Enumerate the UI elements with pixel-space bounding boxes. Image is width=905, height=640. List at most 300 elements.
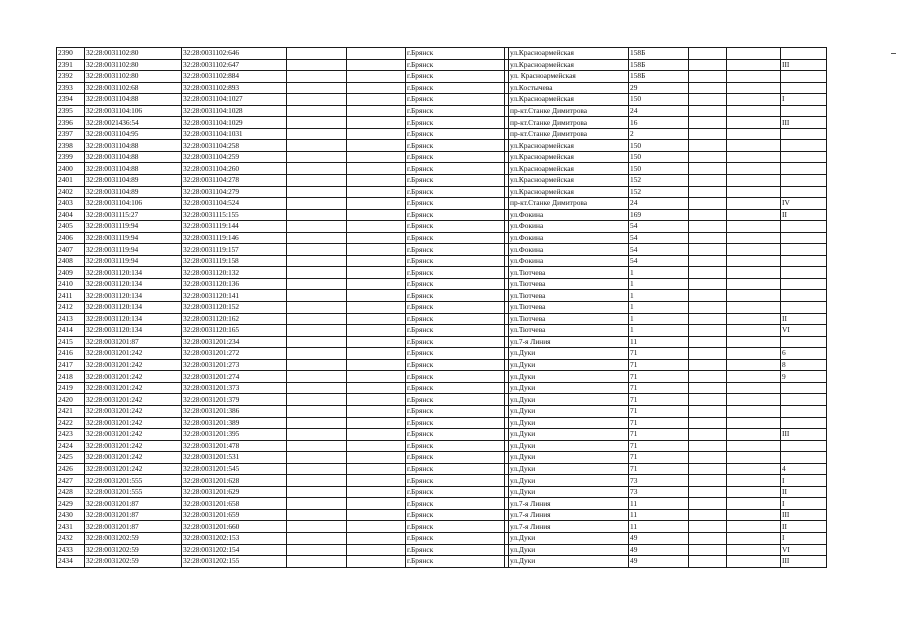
- row-number-cell: 2432: [57, 532, 85, 544]
- parcel-number-cell: 32:28:0031201:555: [85, 475, 182, 487]
- col-5-cell: [347, 140, 406, 152]
- row-number-cell: 2392: [57, 71, 85, 83]
- street-cell: ул. Красноармейская: [509, 71, 629, 83]
- street-cell: пр-кт.Станке Димитрова: [509, 117, 629, 129]
- object-number-cell: 32:28:0031201:234: [182, 336, 287, 348]
- col-10-cell: [689, 544, 727, 556]
- col-10-cell: [689, 278, 727, 290]
- col-4-cell: [287, 290, 347, 302]
- col-4-cell: [287, 232, 347, 244]
- table-row: [57, 498, 827, 510]
- table-row: [57, 140, 827, 152]
- street-cell: пр-кт.Станке Димитрова: [509, 198, 629, 210]
- col-11-cell: [727, 325, 781, 337]
- street-cell: ул.7-я Линия: [509, 498, 629, 510]
- col-4-cell: [287, 48, 347, 60]
- col-11-cell: [727, 429, 781, 441]
- parcel-number-cell: 32:28:0031201:87: [85, 521, 182, 533]
- col-4-cell: [287, 255, 347, 267]
- house-number-cell: 150: [629, 151, 689, 163]
- house-number-cell: 71: [629, 417, 689, 429]
- street-cell: ул.Красноармейская: [509, 186, 629, 198]
- row-number-cell: 2396: [57, 117, 85, 129]
- object-number-cell: 32:28:0031120:152: [182, 302, 287, 314]
- col-11-cell: [727, 105, 781, 117]
- col-5-cell: [347, 290, 406, 302]
- parcel-number-cell: 32:28:0031202:59: [85, 532, 182, 544]
- table-row: [57, 232, 827, 244]
- parcel-number-cell: 32:28:0031120:134: [85, 267, 182, 279]
- col-5-cell: [347, 521, 406, 533]
- premises-number-cell: [781, 336, 827, 348]
- row-number-cell: 2433: [57, 544, 85, 556]
- col-5-cell: [347, 209, 406, 221]
- house-number-cell: 1: [629, 313, 689, 325]
- premises-number-cell: III: [781, 556, 827, 568]
- row-number-cell: 2409: [57, 267, 85, 279]
- col-4-cell: [287, 382, 347, 394]
- table-row: [57, 117, 827, 129]
- col-10-cell: [689, 175, 727, 187]
- premises-number-cell: [781, 186, 827, 198]
- street-cell: ул.Фокина: [509, 221, 629, 233]
- parcel-number-cell: 32:28:0031104:88: [85, 140, 182, 152]
- col-10-cell: [689, 371, 727, 383]
- col-5-cell: [347, 544, 406, 556]
- row-number-cell: 2414: [57, 325, 85, 337]
- row-number-cell: 2391: [57, 59, 85, 71]
- premises-number-cell: [781, 71, 827, 83]
- table-body: [57, 48, 827, 568]
- house-number-cell: 1: [629, 267, 689, 279]
- col-11-cell: [727, 186, 781, 198]
- street-cell: ул.7-я Линия: [509, 509, 629, 521]
- col-10-cell: [689, 244, 727, 256]
- city-cell: г.Брянск: [406, 440, 505, 452]
- row-number-cell: 2416: [57, 348, 85, 360]
- object-number-cell: 32:28:0031120:132: [182, 267, 287, 279]
- object-number-cell: 32:28:0031119:157: [182, 244, 287, 256]
- premises-number-cell: [781, 82, 827, 94]
- street-cell: ул.Дуки: [509, 463, 629, 475]
- col-4-cell: [287, 429, 347, 441]
- city-cell: г.Брянск: [406, 255, 505, 267]
- col-4-cell: [287, 452, 347, 464]
- premises-number-cell: [781, 290, 827, 302]
- col-11-cell: [727, 544, 781, 556]
- col-5-cell: [347, 405, 406, 417]
- object-number-cell: 32:28:0031201:659: [182, 509, 287, 521]
- col-5-cell: [347, 82, 406, 94]
- col-5-cell: [347, 255, 406, 267]
- col-5-cell: [347, 325, 406, 337]
- table-row: [57, 313, 827, 325]
- col-11-cell: [727, 405, 781, 417]
- city-cell: г.Брянск: [406, 151, 505, 163]
- row-number-cell: 2424: [57, 440, 85, 452]
- col-5-cell: [347, 232, 406, 244]
- object-number-cell: 32:28:0031201:531: [182, 452, 287, 464]
- premises-number-cell: [781, 452, 827, 464]
- col-5-cell: [347, 348, 406, 360]
- parcel-number-cell: 32:28:0031201:242: [85, 440, 182, 452]
- street-cell: ул.Фокина: [509, 244, 629, 256]
- table-row: [57, 290, 827, 302]
- object-number-cell: 32:28:0031201:274: [182, 371, 287, 383]
- col-10-cell: [689, 325, 727, 337]
- house-number-cell: 54: [629, 232, 689, 244]
- col-4-cell: [287, 209, 347, 221]
- house-number-cell: 71: [629, 348, 689, 360]
- col-11-cell: [727, 313, 781, 325]
- city-cell: г.Брянск: [406, 544, 505, 556]
- table-row: [57, 105, 827, 117]
- premises-number-cell: III: [781, 429, 827, 441]
- col-11-cell: [727, 48, 781, 60]
- col-11-cell: [727, 198, 781, 210]
- col-10-cell: [689, 71, 727, 83]
- col-10-cell: [689, 48, 727, 60]
- premises-number-cell: [781, 48, 827, 60]
- object-number-cell: 32:28:0031119:146: [182, 232, 287, 244]
- premises-number-cell: [781, 232, 827, 244]
- table-row: [57, 336, 827, 348]
- table-row: [57, 405, 827, 417]
- col-11-cell: [727, 348, 781, 360]
- col-5-cell: [347, 267, 406, 279]
- city-cell: г.Брянск: [406, 232, 505, 244]
- row-number-cell: 2400: [57, 163, 85, 175]
- house-number-cell: 11: [629, 498, 689, 510]
- col-4-cell: [287, 198, 347, 210]
- col-4-cell: [287, 313, 347, 325]
- row-number-cell: 2401: [57, 175, 85, 187]
- col-5-cell: [347, 175, 406, 187]
- house-number-cell: 150: [629, 140, 689, 152]
- col-10-cell: [689, 394, 727, 406]
- col-11-cell: [727, 59, 781, 71]
- street-cell: ул.Фокина: [509, 232, 629, 244]
- parcel-number-cell: 32:28:0031104:88: [85, 94, 182, 106]
- col-10-cell: [689, 475, 727, 487]
- col-4-cell: [287, 486, 347, 498]
- street-cell: ул.Дуки: [509, 544, 629, 556]
- city-cell: г.Брянск: [406, 359, 505, 371]
- col-11-cell: [727, 486, 781, 498]
- street-cell: ул.Красноармейская: [509, 163, 629, 175]
- col-10-cell: [689, 302, 727, 314]
- col-5-cell: [347, 359, 406, 371]
- house-number-cell: 49: [629, 544, 689, 556]
- parcel-number-cell: 32:28:0031201:242: [85, 463, 182, 475]
- col-10-cell: [689, 221, 727, 233]
- house-number-cell: 158Б: [629, 71, 689, 83]
- row-number-cell: 2429: [57, 498, 85, 510]
- col-4-cell: [287, 151, 347, 163]
- col-4-cell: [287, 105, 347, 117]
- object-number-cell: 32:28:0031201:658: [182, 498, 287, 510]
- col-5-cell: [347, 486, 406, 498]
- col-11-cell: [727, 336, 781, 348]
- col-11-cell: [727, 163, 781, 175]
- city-cell: г.Брянск: [406, 163, 505, 175]
- table-row: [57, 486, 827, 498]
- col-11-cell: [727, 382, 781, 394]
- premises-number-cell: [781, 394, 827, 406]
- col-11-cell: [727, 521, 781, 533]
- table-row: [57, 48, 827, 60]
- house-number-cell: 2: [629, 128, 689, 140]
- col-5-cell: [347, 371, 406, 383]
- row-number-cell: 2422: [57, 417, 85, 429]
- premises-number-cell: III: [781, 59, 827, 71]
- city-cell: г.Брянск: [406, 371, 505, 383]
- object-number-cell: 32:28:0031104:1029: [182, 117, 287, 129]
- city-cell: г.Брянск: [406, 244, 505, 256]
- row-number-cell: 2423: [57, 429, 85, 441]
- parcel-number-cell: 32:28:0031104:88: [85, 151, 182, 163]
- house-number-cell: 71: [629, 382, 689, 394]
- object-number-cell: 32:28:0031201:395: [182, 429, 287, 441]
- col-11-cell: [727, 94, 781, 106]
- col-4-cell: [287, 405, 347, 417]
- col-4-cell: [287, 394, 347, 406]
- col-10-cell: [689, 509, 727, 521]
- table-row: [57, 348, 827, 360]
- premises-number-cell: VI: [781, 325, 827, 337]
- object-number-cell: 32:28:0031119:158: [182, 255, 287, 267]
- table-row: [57, 198, 827, 210]
- table-row: [57, 394, 827, 406]
- col-11-cell: [727, 556, 781, 568]
- street-cell: ул.Дуки: [509, 429, 629, 441]
- street-cell: ул.Дуки: [509, 556, 629, 568]
- parcel-number-cell: 32:28:0031201:87: [85, 336, 182, 348]
- premises-number-cell: [781, 302, 827, 314]
- row-number-cell: 2431: [57, 521, 85, 533]
- parcel-number-cell: 32:28:0031201:87: [85, 509, 182, 521]
- street-cell: ул.Дуки: [509, 371, 629, 383]
- street-cell: ул.Дуки: [509, 359, 629, 371]
- col-5-cell: [347, 198, 406, 210]
- col-5-cell: [347, 302, 406, 314]
- object-number-cell: 32:28:0031104:258: [182, 140, 287, 152]
- col-10-cell: [689, 359, 727, 371]
- parcel-number-cell: 32:28:0031104:88: [85, 163, 182, 175]
- col-10-cell: [689, 463, 727, 475]
- col-5-cell: [347, 105, 406, 117]
- parcel-number-cell: 32:28:0031201:242: [85, 394, 182, 406]
- parcel-number-cell: 32:28:0031104:106: [85, 105, 182, 117]
- col-11-cell: [727, 140, 781, 152]
- col-11-cell: [727, 509, 781, 521]
- col-11-cell: [727, 221, 781, 233]
- table-row: [57, 255, 827, 267]
- col-4-cell: [287, 94, 347, 106]
- city-cell: г.Брянск: [406, 405, 505, 417]
- col-4-cell: [287, 267, 347, 279]
- parcel-number-cell: 32:28:0031102:80: [85, 48, 182, 60]
- row-number-cell: 2417: [57, 359, 85, 371]
- street-cell: ул.Красноармейская: [509, 59, 629, 71]
- col-4-cell: [287, 348, 347, 360]
- row-number-cell: 2405: [57, 221, 85, 233]
- col-4-cell: [287, 175, 347, 187]
- premises-number-cell: I: [781, 498, 827, 510]
- col-5-cell: [347, 394, 406, 406]
- city-cell: г.Брянск: [406, 463, 505, 475]
- object-number-cell: 32:28:0031201:272: [182, 348, 287, 360]
- col-5-cell: [347, 151, 406, 163]
- premises-number-cell: III: [781, 509, 827, 521]
- premises-number-cell: [781, 382, 827, 394]
- parcel-number-cell: 32:28:0031102:80: [85, 71, 182, 83]
- row-number-cell: 2419: [57, 382, 85, 394]
- col-10-cell: [689, 117, 727, 129]
- parcel-number-cell: 32:28:0031104:89: [85, 186, 182, 198]
- table-row: [57, 244, 827, 256]
- street-cell: ул.Дуки: [509, 440, 629, 452]
- col-4-cell: [287, 59, 347, 71]
- object-number-cell: 32:28:0031115:155: [182, 209, 287, 221]
- object-number-cell: 32:28:0031104:278: [182, 175, 287, 187]
- city-cell: г.Брянск: [406, 486, 505, 498]
- street-cell: ул.Тютчева: [509, 278, 629, 290]
- col-10-cell: [689, 486, 727, 498]
- col-11-cell: [727, 71, 781, 83]
- col-10-cell: [689, 532, 727, 544]
- col-11-cell: [727, 371, 781, 383]
- premises-number-cell: 8: [781, 359, 827, 371]
- premises-number-cell: [781, 405, 827, 417]
- house-number-cell: 49: [629, 532, 689, 544]
- premises-number-cell: [781, 105, 827, 117]
- col-10-cell: [689, 151, 727, 163]
- col-10-cell: [689, 163, 727, 175]
- table-row: [57, 429, 827, 441]
- city-cell: г.Брянск: [406, 394, 505, 406]
- col-11-cell: [727, 278, 781, 290]
- row-number-cell: 2425: [57, 452, 85, 464]
- col-4-cell: [287, 417, 347, 429]
- row-number-cell: 2418: [57, 371, 85, 383]
- city-cell: г.Брянск: [406, 509, 505, 521]
- col-5-cell: [347, 452, 406, 464]
- city-cell: г.Брянск: [406, 382, 505, 394]
- col-4-cell: [287, 140, 347, 152]
- col-10-cell: [689, 498, 727, 510]
- city-cell: г.Брянск: [406, 452, 505, 464]
- row-number-cell: 2427: [57, 475, 85, 487]
- house-number-cell: 158Б: [629, 48, 689, 60]
- table-row: [57, 544, 827, 556]
- table-row: [57, 221, 827, 233]
- table-row: [57, 382, 827, 394]
- street-cell: ул.Тютчева: [509, 313, 629, 325]
- city-cell: г.Брянск: [406, 105, 505, 117]
- col-4-cell: [287, 71, 347, 83]
- house-number-cell: 54: [629, 244, 689, 256]
- object-number-cell: 32:28:0031102:893: [182, 82, 287, 94]
- parcel-number-cell: 32:28:0031102:68: [85, 82, 182, 94]
- street-cell: ул.7-я Линия: [509, 336, 629, 348]
- col-4-cell: [287, 359, 347, 371]
- city-cell: г.Брянск: [406, 325, 505, 337]
- street-cell: ул.Костычева: [509, 82, 629, 94]
- house-number-cell: 150: [629, 163, 689, 175]
- row-number-cell: 2394: [57, 94, 85, 106]
- house-number-cell: 150: [629, 94, 689, 106]
- row-number-cell: 2397: [57, 128, 85, 140]
- margin-mark: [891, 53, 896, 54]
- parcel-number-cell: 32:28:0031119:94: [85, 244, 182, 256]
- street-cell: ул.Тютчева: [509, 267, 629, 279]
- row-number-cell: 2408: [57, 255, 85, 267]
- street-cell: пр-кт.Станке Димитрова: [509, 105, 629, 117]
- col-10-cell: [689, 186, 727, 198]
- street-cell: ул.Фокина: [509, 255, 629, 267]
- object-number-cell: 32:28:0031201:373: [182, 382, 287, 394]
- col-11-cell: [727, 209, 781, 221]
- street-cell: ул.Тютчева: [509, 290, 629, 302]
- street-cell: пр-кт.Станке Димитрова: [509, 128, 629, 140]
- house-number-cell: 11: [629, 521, 689, 533]
- col-11-cell: [727, 117, 781, 129]
- object-number-cell: 32:28:0031104:1027: [182, 94, 287, 106]
- col-4-cell: [287, 521, 347, 533]
- city-cell: г.Брянск: [406, 48, 505, 60]
- object-number-cell: 32:28:0031120:162: [182, 313, 287, 325]
- register-table: [56, 47, 827, 568]
- parcel-number-cell: 32:28:0031115:27: [85, 209, 182, 221]
- street-cell: ул.7-я Линия: [509, 521, 629, 533]
- house-number-cell: 24: [629, 198, 689, 210]
- col-10-cell: [689, 313, 727, 325]
- col-5-cell: [347, 532, 406, 544]
- table-row: [57, 302, 827, 314]
- table-row: [57, 509, 827, 521]
- row-number-cell: 2426: [57, 463, 85, 475]
- street-cell: ул.Дуки: [509, 532, 629, 544]
- street-cell: ул.Дуки: [509, 382, 629, 394]
- col-10-cell: [689, 429, 727, 441]
- col-11-cell: [727, 232, 781, 244]
- parcel-number-cell: 32:28:0031120:134: [85, 313, 182, 325]
- col-4-cell: [287, 221, 347, 233]
- table-row: [57, 278, 827, 290]
- premises-number-cell: I: [781, 94, 827, 106]
- house-number-cell: 71: [629, 463, 689, 475]
- object-number-cell: 32:28:0031201:273: [182, 359, 287, 371]
- premises-number-cell: 9: [781, 371, 827, 383]
- col-11-cell: [727, 475, 781, 487]
- col-4-cell: [287, 82, 347, 94]
- house-number-cell: 49: [629, 556, 689, 568]
- col-11-cell: [727, 532, 781, 544]
- parcel-number-cell: 32:28:0031201:242: [85, 348, 182, 360]
- parcel-number-cell: 32:28:0031201:242: [85, 429, 182, 441]
- col-5-cell: [347, 313, 406, 325]
- row-number-cell: 2421: [57, 405, 85, 417]
- col-5-cell: [347, 244, 406, 256]
- premises-number-cell: II: [781, 521, 827, 533]
- col-5-cell: [347, 475, 406, 487]
- object-number-cell: 32:28:0031201:386: [182, 405, 287, 417]
- row-number-cell: 2412: [57, 302, 85, 314]
- premises-number-cell: I: [781, 475, 827, 487]
- col-10-cell: [689, 417, 727, 429]
- street-cell: ул.Красноармейская: [509, 151, 629, 163]
